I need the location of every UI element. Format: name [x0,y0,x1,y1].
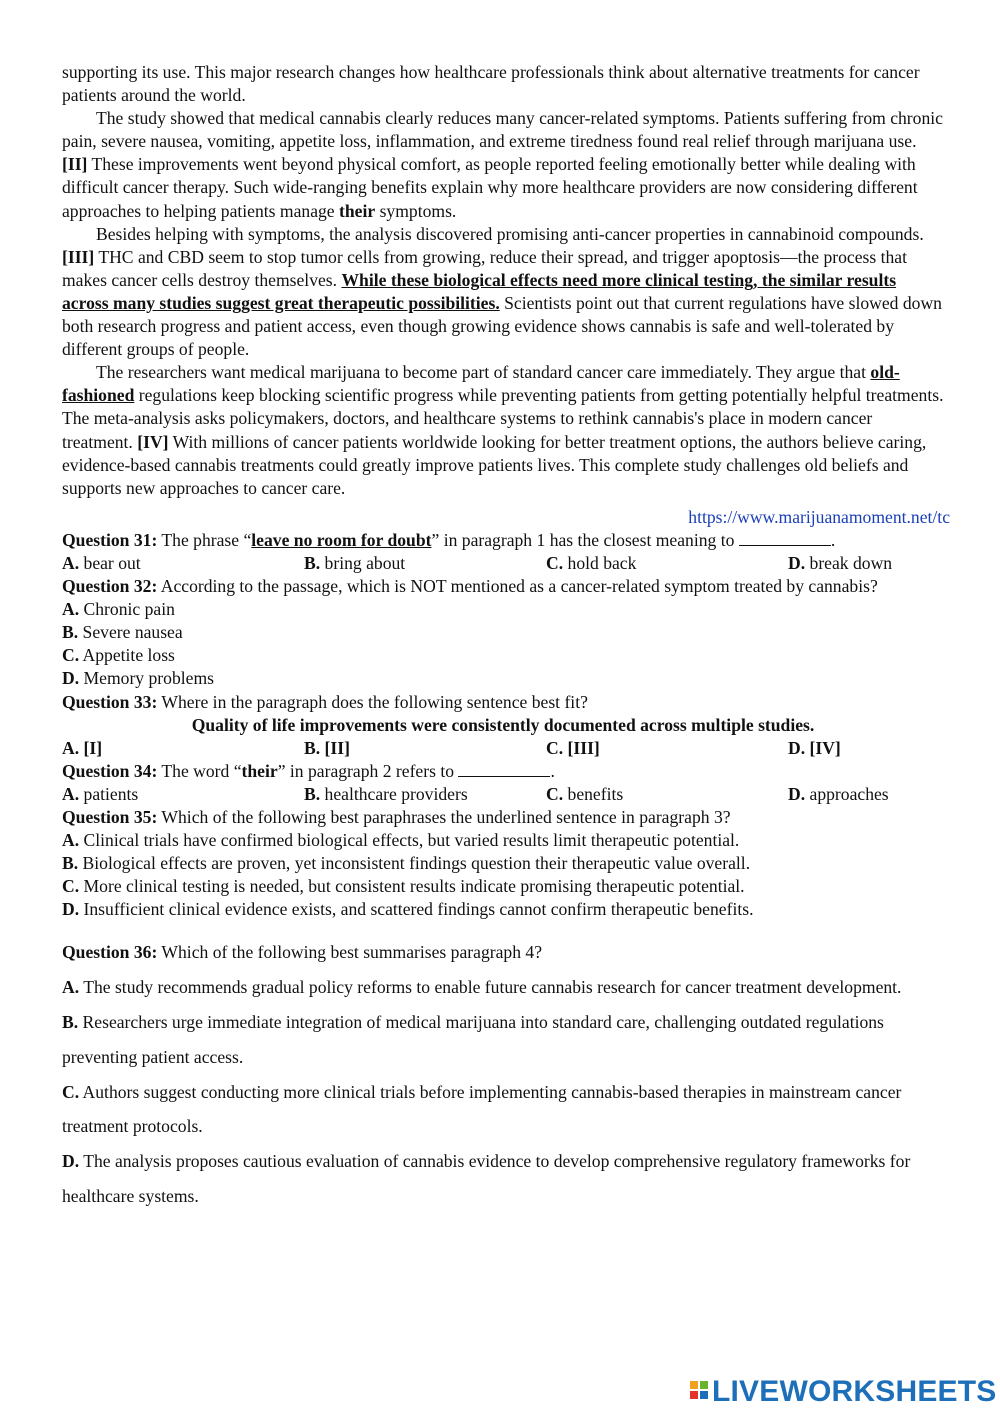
word-their: their [241,760,278,781]
option[interactable]: B. bring about [304,552,406,573]
option[interactable]: A. [I] [62,737,103,758]
option[interactable]: B. Researchers urge immediate integration of medical marijuana into standard care, challenging outdated regulations preventing patient access. [62,1012,884,1067]
option[interactable]: C. Authors suggest conducting more clinical trials before implementing cannabis-based therapies in mainstream cancer treatment protocols. [62,1081,902,1137]
option[interactable]: D. approaches [788,783,889,804]
option[interactable]: C. More clinical testing is needed, but consistent results indicate promising therapeutic potential. [62,876,745,897]
option[interactable]: A. Clinical trials have confirmed biological effects, but varied results limit therapeutic potential. [62,830,740,851]
question-35: Question 35: Which of the following best paraphrases the underlined sentence in paragraph 3? [62,807,731,827]
option[interactable]: C. hold back [546,552,637,573]
option[interactable]: A. Chronic pain [62,599,175,620]
question-31-options [62,552,944,575]
option[interactable]: D. break down [788,552,893,573]
answer-blank[interactable] [458,761,550,777]
passage-paragraph-4: The researchers want medical marijuana to become part of standard cancer care immediately. They argue that old-fashioned regulations keep blocking scientific progress while preventing patients from getting potentially helpful treatments. The meta-analysis asks policymakers, doctors, and healthcare systems to rethink cannabis's place in modern cancer treatment. [IV] With millions of cancer patients worldwide looking for better treatment options, the authors believe caring, evidence-based cannabis treatments could greatly improve patients lives. This complete study challenges old beliefs and supports new approaches to cancer care. [62,362,944,498]
answer-blank[interactable] [739,530,831,546]
option[interactable]: B. [II] [304,737,350,758]
passage-paragraph-2: The study showed that medical cannabis clearly reduces many cancer-related symptoms. Patients suffering from chronic pain, severe nausea, vomiting, appetite loss, inflammation, and extreme tiredness found real relief through marijuana use. [II] These improvements went beyond physical comfort, as people reported feeling emotionally better while dealing with difficult cancer therapy. Such wide-ranging benefits explain why more healthcare providers are now considering different approaches to helping patients manage their symptoms. [62,108,943,221]
option[interactable]: A. patients [62,783,139,804]
question-33-options [62,737,944,760]
question-34: Question 34: The word “their” in paragraph 2 refers to . [62,760,555,781]
marker-iii: [III] [62,246,95,267]
option[interactable]: D. Insufficient clinical evidence exists, and scattered findings cannot confirm therapeutic benefits. [62,899,754,920]
option[interactable]: C. [III] [546,737,600,758]
option[interactable]: D. [IV] [788,737,841,758]
marker-ii: [II] [62,154,88,175]
question-36: Question 36: Which of the following best summarises paragraph 4? [62,942,543,963]
question-34-options [62,783,944,806]
option[interactable]: B. Severe nausea [62,622,183,643]
liveworksheets-logo[interactable] [690,1376,997,1408]
logo-wordmark: LIVEWORKSHEETS [712,1375,997,1408]
option[interactable]: B. healthcare providers [304,783,468,804]
question-32: Question 32: According to the passage, which is NOT mentioned as a cancer-related symptom treated by cannabis? [62,576,878,597]
option[interactable]: C. benefits [546,783,624,804]
worksheet-page [62,61,950,1214]
highlighted-word-their: their [339,200,376,221]
passage-paragraph-1-tail: supporting its use. This major research changes how healthcare professionals think about alternative treatments for cancer patients around the world. [62,62,920,106]
passage-paragraph-3: Besides helping with symptoms, the analysis discovered promising anti-cancer properties in cannabinoid compounds. [III] THC and CBD seem to stop tumor cells from growing, reduce their spread, and trigger apoptosis—the process that makes cancer cells destroy themselves. While these biological effects need more clinical testing, the similar results across many studies suggest great therapeutic possibilities. Scientists point out that current regulations have slowed down both research progress and patient access, even though growing evidence shows cannabis is safe and well-tolerated by different groups of people. [62,223,942,360]
source-link[interactable]: https://www.marijuanamoment.net/tc [688,506,950,527]
question-31: Question 31: The phrase “leave no room for doubt” in paragraph 1 has the closest meaning to . [62,529,836,550]
option[interactable]: A. The study recommends gradual policy reforms to enable future cannabis research for cancer treatment development. [62,977,902,998]
insert-sentence: Quality of life improvements were consistently documented across multiple studies. [191,714,815,735]
option[interactable]: D. Memory problems [62,668,214,689]
option[interactable]: A. bear out [62,552,141,573]
underlined-sentence: While these biological effects need more clinical testing, the similar results across many studies suggest great therapeutic possibilities. [62,269,897,313]
phrase-leave-no-room-for-doubt: leave no room for doubt [251,529,432,550]
question-33: Question 33: Where in the paragraph does the following sentence best fit? [62,691,588,712]
underlined-word-old-fashioned: old-fashioned [62,362,900,406]
option[interactable]: C. Appetite loss [62,645,175,666]
question-36-block [62,935,944,1213]
option[interactable]: B. Biological effects are proven, yet inconsistent findings question their therapeutic value overall. [62,853,751,874]
option[interactable]: D. The analysis proposes cautious evaluation of cannabis evidence to develop comprehensive regulatory frameworks for healthcare systems. [62,1151,911,1207]
liveworksheets-logo-icon [690,1379,710,1405]
marker-iv: [IV] [137,431,169,452]
